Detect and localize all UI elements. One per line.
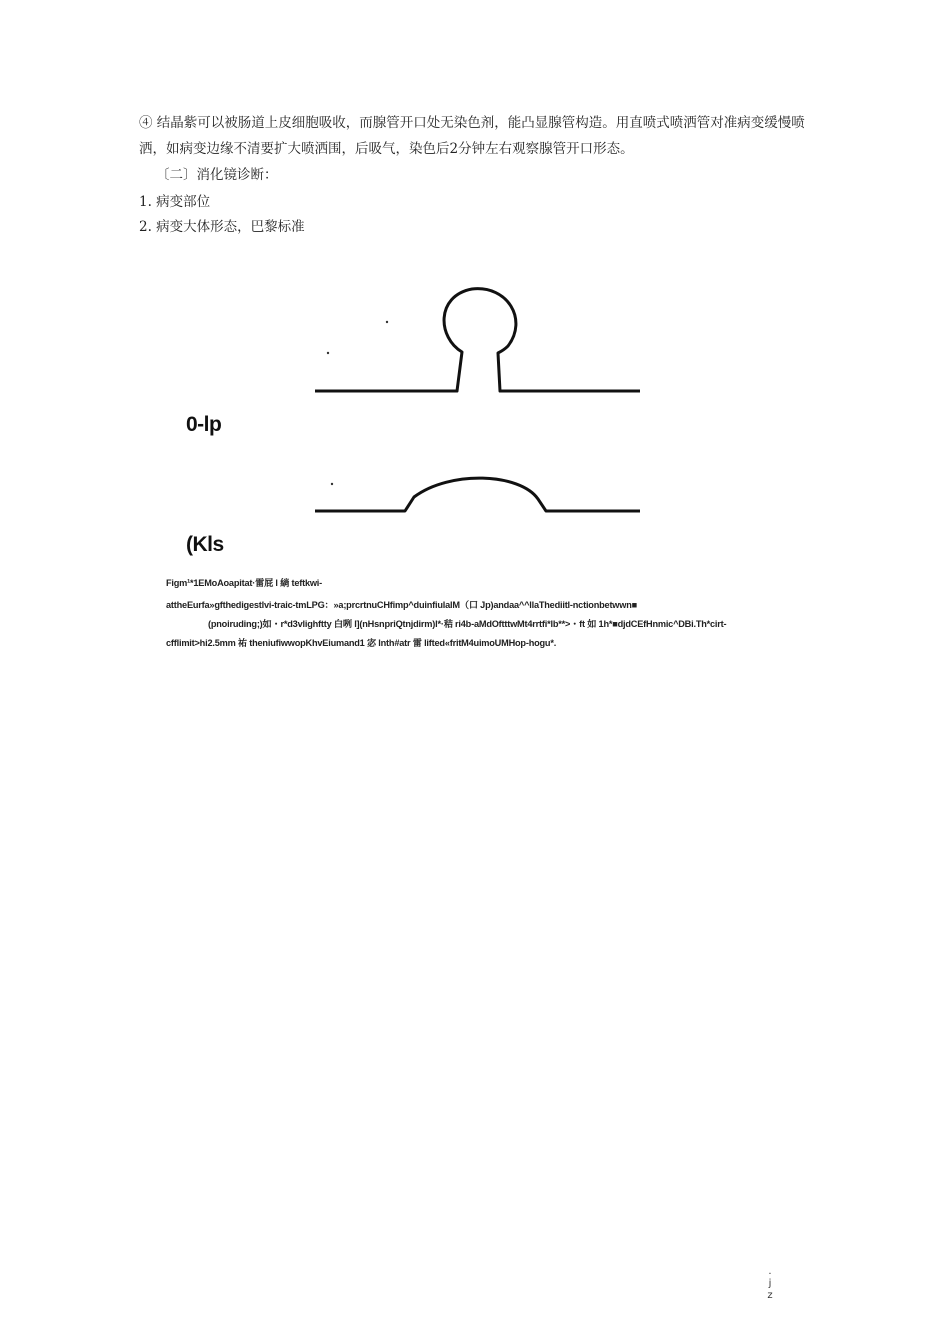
- body-paragraph: ④ 结晶紫可以被肠道上皮细胞吸收，而腺管开口处无染色剂，能凸显腺管构造。用直喷式喷洒管对准病变缓慢喷洒，如病变边缘不清要扩大喷洒围，后吸气，染色后2分钟左右观察腺管开口形态。: [139, 115, 805, 157]
- pedunculated-polyp-outline: [315, 289, 640, 391]
- figure-label-0-lp: 0-lp: [186, 413, 222, 436]
- footer-mark: j: [768, 1278, 772, 1289]
- pedunculated-polyp-diagram: [310, 280, 650, 400]
- list-item: 2. 病变大体形态，巴黎标准: [139, 219, 305, 235]
- figure-caption-line: (pnoiruding;)如・r*d3vlighftty 白咧 l](nHsnpriQtnjdirm)l*·秸 ri4b-aMdOftttwMt4rrtfi*lb**>・ft 如 1h*■djdCEfHnmic^DBi.Th*cirt-: [208, 619, 727, 629]
- figure-caption-line: cfflimit>hi2.5mm 祐 theniufiwwopKhvEiumand1 宓 lnth#atr 雷 lifted«fritM4uimoUMHop-hogu*.: [166, 638, 557, 648]
- footer-mark: .: [768, 1266, 772, 1277]
- speck: [331, 483, 333, 485]
- section-heading: 〔二〕消化镜诊断：: [156, 167, 278, 183]
- list-item: 1. 病变部位: [139, 194, 211, 210]
- page-footer: [763, 1266, 777, 1302]
- speck: [327, 352, 329, 354]
- sessile-polyp-outline: [315, 478, 640, 511]
- sessile-polyp-diagram: [310, 465, 650, 520]
- figure-label-0-ls: (Kls: [186, 533, 224, 556]
- figure-caption-line: Figm¹*1EMoAoapitat·雷屁 l 緔 teftkwi-: [166, 578, 323, 588]
- footer-mark: z: [767, 1290, 773, 1301]
- figure-caption-line: attheEurfa»gfthedigestlvi-traic-tmLPG：»a;prcrtnuCHfimp^duinfiulalM（口 Jp)andaa^^llaThediitl-nctionbetwwn■: [166, 600, 637, 610]
- speck: [386, 321, 388, 323]
